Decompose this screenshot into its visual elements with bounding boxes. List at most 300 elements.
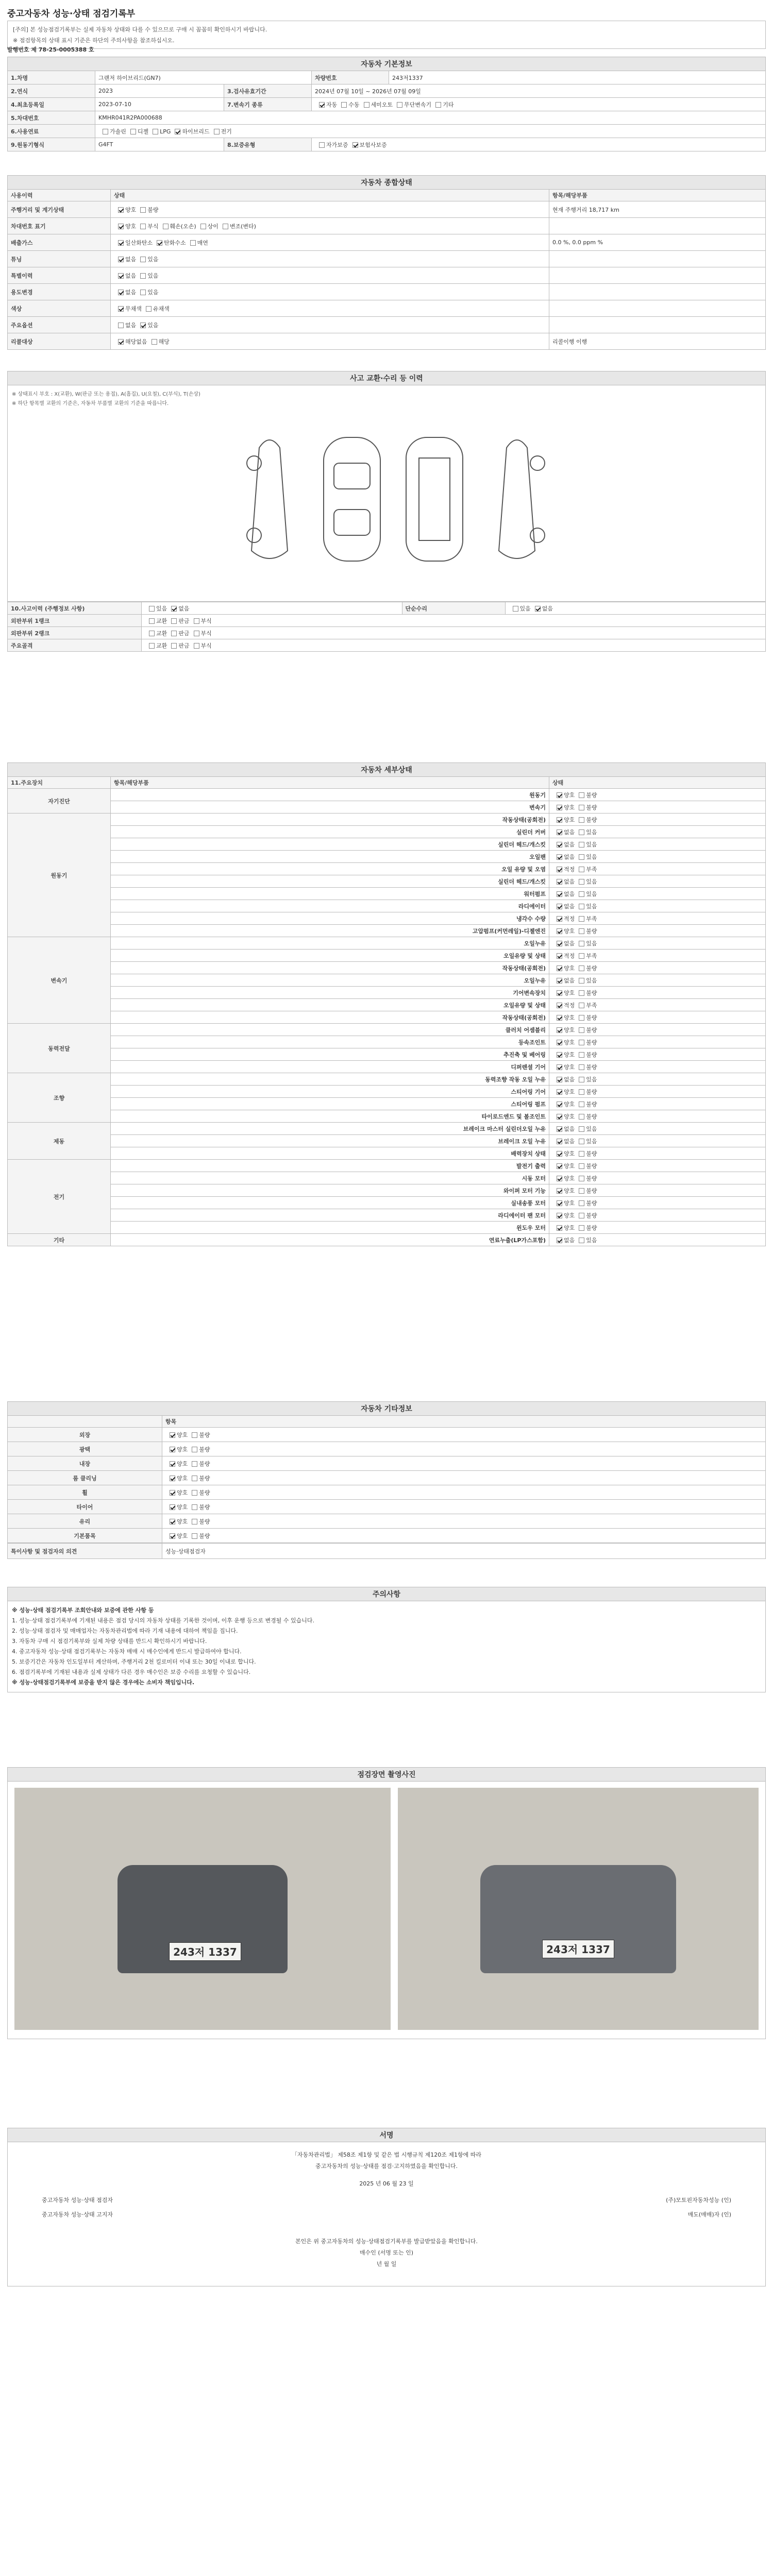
sign-line2: 중고자동차의 성능·상태를 점검·고지하였음을 확인합니다. [315,2163,458,2170]
checkbox-label: 판금 [178,617,190,624]
checkbox[interactable] [579,1003,584,1008]
checkbox[interactable] [579,990,584,996]
checkbox-label: 있음 [586,890,597,897]
checkbox[interactable] [130,129,136,134]
repair-options[interactable] [142,602,402,615]
checkbox[interactable] [152,339,157,345]
checkbox[interactable] [579,965,584,971]
checkbox-label: 있음 [586,841,597,848]
checkbox[interactable] [579,928,584,934]
checkbox-label: LPG [160,128,171,135]
checkbox[interactable] [397,102,402,108]
detail-item-state[interactable] [549,1011,766,1024]
checkbox[interactable] [579,1188,584,1194]
detail-item-state[interactable] [549,851,766,863]
checkbox[interactable] [170,1519,175,1524]
checkbox[interactable] [175,129,180,134]
checkbox[interactable] [557,854,562,860]
etc-row-options[interactable] [162,1529,766,1543]
etc-row [8,1428,766,1442]
checkbox[interactable] [579,941,584,946]
etc-row [8,1471,766,1485]
car-diagram [239,427,761,571]
caution-heading: 주의사항 [8,1587,766,1601]
checkbox-label: 없음 [125,272,137,279]
etc-row-options[interactable] [162,1456,766,1471]
detail-item-state[interactable] [549,987,766,999]
checkbox[interactable] [192,1504,197,1510]
checkbox[interactable] [557,1101,562,1107]
etc-heading: 자동차 기타정보 [8,1402,766,1416]
checkbox-label: 없음 [564,1125,575,1132]
checkbox[interactable] [557,1003,562,1008]
summary-row-extra: 0.0 %, 0.0 ppm % [549,234,766,251]
checkbox[interactable] [557,1163,562,1169]
detail-item-label: 실린더 커버 [111,826,549,838]
checkbox[interactable] [579,1213,584,1218]
checkbox[interactable] [557,805,562,810]
checkbox[interactable] [579,1126,584,1132]
etc-row-options[interactable] [162,1485,766,1500]
checkbox-label: 변조(변타) [229,223,256,230]
etc-section [7,1401,766,1559]
checkbox[interactable] [192,1519,197,1524]
detail-item-state[interactable] [549,1048,766,1061]
checkbox[interactable] [579,792,584,798]
checkbox[interactable] [194,643,199,649]
checkbox[interactable] [557,1015,562,1021]
checkbox-label: 양호 [564,791,575,799]
checkbox[interactable] [319,142,325,148]
checkbox[interactable] [579,854,584,860]
summary-row-options[interactable] [111,267,549,284]
summary-row-options[interactable] [111,317,549,333]
checkbox-label: 디젤 [137,128,149,135]
frame-options[interactable] [142,639,766,652]
checkbox[interactable] [579,1163,584,1169]
summary-row-label: 특별이력 [8,267,111,284]
detail-item-state[interactable] [549,814,766,826]
detail-item-state[interactable] [549,1110,766,1123]
period-value: 2024년 07월 10일 ~ 2026년 07월 09일 [312,84,766,98]
checkbox[interactable] [118,306,124,312]
summary-row-label: 리콜대상 [8,333,111,350]
detail-item-label: 냉각수 수량 [111,912,549,925]
caution-section [7,1587,766,1692]
simple-options[interactable] [505,602,766,615]
checkbox[interactable] [579,829,584,835]
checkbox[interactable] [557,1176,562,1181]
summary-row-extra: 리콜이행 이행 [549,333,766,350]
checkbox[interactable] [118,207,124,213]
photo-heading: 점검장면 촬영사진 [8,1768,766,1782]
detail-item-state[interactable] [549,1123,766,1135]
checkbox[interactable] [557,1213,562,1218]
detail-row [8,999,766,1011]
etc-row-options[interactable] [162,1428,766,1442]
checkbox[interactable] [579,1015,584,1021]
checkbox[interactable] [557,1188,562,1194]
checkbox[interactable] [170,1533,175,1539]
checkbox[interactable] [557,1114,562,1120]
detail-item-state[interactable] [549,888,766,900]
checkbox[interactable] [579,842,584,848]
vin-label: 5.차대번호 [8,111,95,125]
checkbox[interactable] [170,1490,175,1496]
checkbox[interactable] [557,990,562,996]
checkbox[interactable] [170,1461,175,1467]
checkbox[interactable] [557,965,562,971]
detail-item-state[interactable] [549,1209,766,1222]
checkbox[interactable] [140,273,146,279]
checkbox-label: 부족 [586,915,597,922]
checkbox[interactable] [157,240,162,246]
checkbox[interactable] [579,1089,584,1095]
checkbox-label: 부식 [147,223,159,230]
checkbox[interactable] [557,1089,562,1095]
page-title: 중고자동차 성능·상태 점검기록부 [7,9,136,19]
checkbox[interactable] [352,142,358,148]
checkbox[interactable] [192,1447,197,1452]
checkbox[interactable] [118,323,124,328]
checkbox[interactable] [118,290,124,295]
trans-options[interactable] [312,98,766,111]
checkbox[interactable] [557,891,562,897]
detail-item-state[interactable] [549,1147,766,1160]
detail-item-state[interactable] [549,974,766,987]
checkbox[interactable] [192,1490,197,1496]
checkbox[interactable] [140,290,146,295]
checkbox-label: 양호 [177,1532,188,1539]
summary-row-options[interactable] [111,284,549,300]
checkbox[interactable] [579,1064,584,1070]
etc-row-options[interactable] [162,1514,766,1529]
summary-row-options[interactable] [111,300,549,317]
recv-sub: 매수인 (서명 또는 인) [359,2249,414,2256]
checkbox-label: 훼손(오손) [170,223,196,230]
checkbox[interactable] [194,631,199,636]
checkbox[interactable] [557,829,562,835]
checkbox[interactable] [118,224,124,229]
checkbox[interactable] [579,1151,584,1157]
checkbox-label: 양호 [177,1431,188,1438]
detail-item-state[interactable] [549,1234,766,1246]
checkbox-label: 양호 [564,1212,575,1219]
detail-row [8,937,766,950]
checkbox[interactable] [118,273,124,279]
checkbox[interactable] [557,928,562,934]
summary-row-options[interactable] [111,234,549,251]
checkbox[interactable] [118,240,124,246]
checkbox[interactable] [579,1101,584,1107]
checkbox[interactable] [140,207,146,213]
checkbox-label: 부식 [200,642,212,649]
checkbox[interactable] [557,1077,562,1082]
special-label: 특이사항 및 점검자의 의견 [8,1544,162,1559]
checkbox[interactable] [557,953,562,959]
year-value: 2023 [95,84,224,98]
checkbox[interactable] [579,817,584,823]
detail-item-state[interactable] [549,1024,766,1036]
detail-item-label: 발전기 출력 [111,1160,549,1172]
checkbox-label: 없음 [564,977,575,984]
detail-item-state[interactable] [549,962,766,974]
checkbox[interactable] [435,102,441,108]
detail-item-label: 실린더 헤드/개스킷 [111,838,549,851]
checkbox[interactable] [557,1040,562,1045]
checkbox[interactable] [149,606,155,612]
checkbox[interactable] [118,339,124,345]
detail-item-state[interactable] [549,875,766,888]
detail-item-state[interactable] [549,801,766,814]
checkbox[interactable] [163,224,169,229]
checkbox[interactable] [153,129,158,134]
detail-item-state[interactable] [549,1160,766,1172]
checkbox[interactable] [579,1225,584,1231]
detail-item-state[interactable] [549,1036,766,1048]
checkbox[interactable] [557,1052,562,1058]
detail-row [8,826,766,838]
checkbox[interactable] [171,631,177,636]
checkbox[interactable] [214,129,220,134]
caution-line: 5. 보증기간은 자동차 인도일부터 계산하며, 주행거리 2천 킬로미터 이내 또는 30일 이내로 합니다. [12,1658,256,1665]
summary-row-options[interactable] [111,333,549,350]
summary-row [8,300,766,317]
detail-item-label: 연료누출(LP가스포함) [111,1234,549,1246]
checkbox[interactable] [146,306,152,312]
checkbox[interactable] [557,1200,562,1206]
checkbox[interactable] [192,1432,197,1438]
checkbox[interactable] [579,916,584,922]
accident-legend-2: ※ 하단 항목별 교환의 기준은, 자동차 부품별 교환의 기준을 따릅니다. [12,401,169,406]
checkbox[interactable] [118,257,124,262]
checkbox-label: 수동 [348,101,360,108]
etc-row-options[interactable] [162,1471,766,1485]
detail-row [8,789,766,801]
checkbox[interactable] [341,102,347,108]
detail-row [8,875,766,888]
checkbox[interactable] [513,606,518,612]
checkbox-label: 양호 [177,1460,188,1467]
checkbox[interactable] [579,1077,584,1082]
checkbox[interactable] [149,643,155,649]
checkbox[interactable] [579,1114,584,1120]
car-name-label: 1.차명 [8,71,95,84]
checkbox[interactable] [140,257,146,262]
detail-row [8,925,766,937]
checkbox[interactable] [170,1432,175,1438]
detail-item-state[interactable] [549,999,766,1011]
checkbox[interactable] [557,1064,562,1070]
checkbox[interactable] [170,1504,175,1510]
checkbox[interactable] [319,102,325,108]
checkbox-label: 매연 [197,239,208,246]
detail-item-state[interactable] [549,863,766,875]
detail-item-state[interactable] [549,789,766,801]
checkbox[interactable] [557,978,562,984]
detail-item-label: 고압펌프(커먼레일)-디젤엔진 [111,925,549,937]
checkbox[interactable] [557,904,562,909]
etc-row-label: 기본품목 [8,1529,162,1543]
checkbox[interactable] [194,618,199,624]
detail-item-state[interactable] [549,826,766,838]
checkbox[interactable] [557,916,562,922]
checkbox-label: 양호 [564,1063,575,1071]
checkbox[interactable] [579,953,584,959]
detail-item-state[interactable] [549,1135,766,1147]
checkbox[interactable] [579,1200,584,1206]
checkbox[interactable] [579,904,584,909]
checkbox[interactable] [579,1238,584,1243]
checkbox[interactable] [579,805,584,810]
checkbox[interactable] [557,941,562,946]
outer1-label: 외판부위 1랭크 [8,615,142,627]
checkbox[interactable] [557,842,562,848]
checkbox[interactable] [557,1126,562,1132]
checker-label: 중고자동차 성능·상태 점검자 [42,2197,113,2204]
outer2-options[interactable] [142,627,766,639]
etc-row-label: 광택 [8,1442,162,1456]
checkbox[interactable] [535,606,541,612]
checkbox-label: 양호 [177,1489,188,1496]
motor-value: G4FT [95,138,224,151]
checkbox[interactable] [579,1040,584,1045]
checkbox[interactable] [557,817,562,823]
checkbox[interactable] [557,867,562,872]
checkbox[interactable] [557,1225,562,1231]
checkbox-label: 불량 [586,1100,597,1108]
detail-item-label: 타이로드엔드 및 볼조인트 [111,1110,549,1123]
summary-row-options[interactable] [111,201,549,218]
checkbox[interactable] [170,1476,175,1481]
detail-item-state[interactable] [549,1073,766,1086]
accident-heading: 사고 교환·수리 등 이력 [8,371,766,385]
detail-item-state[interactable] [549,1086,766,1098]
checkbox[interactable] [149,618,155,624]
checkbox-label: 있음 [147,289,159,296]
checkbox-label: 불량 [586,1026,597,1033]
checkbox[interactable] [557,1139,562,1144]
checkbox[interactable] [557,1151,562,1157]
checkbox[interactable] [557,1238,562,1243]
checkbox-label: 불량 [199,1532,210,1539]
detail-item-state[interactable] [549,950,766,962]
checkbox[interactable] [171,606,177,612]
checkbox-label: 부식 [200,617,212,624]
checkbox[interactable] [140,224,146,229]
summary-row-options[interactable] [111,218,549,234]
caution-line: 4. 중고자동차 성능·상태 점검기록부는 자동차 매매 시 매수인에게 반드시 발급하여야 합니다. [12,1648,242,1655]
summary-heading: 자동차 종합상태 [8,176,766,190]
summary-row-label: 차대번호 표기 [8,218,111,234]
checkbox-label: 양호 [564,1100,575,1108]
summary-row-label: 튜닝 [8,251,111,267]
frame-label: 주요골격 [8,639,142,652]
checkbox[interactable] [149,631,155,636]
checkbox-label: 불량 [586,927,597,935]
checkbox[interactable] [103,129,108,134]
checkbox[interactable] [579,867,584,872]
checkbox[interactable] [579,978,584,984]
detail-item-state[interactable] [549,937,766,950]
detail-item-state[interactable] [549,912,766,925]
checkbox[interactable] [364,102,369,108]
detail-row [8,1011,766,1024]
detail-item-state[interactable] [549,925,766,937]
detail-item-label: 워터펌프 [111,888,549,900]
summary-row-extra [549,251,766,267]
checkbox[interactable] [579,1139,584,1144]
checkbox-label: 교환 [156,642,167,649]
checkbox[interactable] [579,1176,584,1181]
detail-group-label: 동력전달 [8,1024,111,1073]
detail-item-state[interactable] [549,900,766,912]
detail-item-state[interactable] [549,1222,766,1234]
summary-row-options[interactable] [111,251,549,267]
checkbox[interactable] [557,1027,562,1033]
regno-label: 차량번호 [312,71,389,84]
checkbox[interactable] [579,1027,584,1033]
checkbox-label: 없음 [564,1236,575,1244]
detail-group-label: 전기 [8,1160,111,1234]
checkbox[interactable] [579,879,584,885]
detail-item-state[interactable] [549,1184,766,1197]
checkbox[interactable] [192,1533,197,1539]
detail-item-label: 라디에이터 팬 모터 [111,1209,549,1222]
checkbox[interactable] [579,1052,584,1058]
detail-item-state[interactable] [549,1197,766,1209]
checkbox[interactable] [171,643,177,649]
checkbox[interactable] [200,224,206,229]
detail-item-state[interactable] [549,1098,766,1110]
outer1-options[interactable] [142,615,766,627]
checkbox-label: 없음 [564,940,575,947]
detail-row [8,1197,766,1209]
checkbox-label: 교환 [156,617,167,624]
checkbox-label: 양호 [564,1175,575,1182]
etc-row-options[interactable] [162,1500,766,1514]
detail-item-state[interactable] [549,1061,766,1073]
checkbox-label: 판금 [178,630,190,637]
checkbox[interactable] [579,891,584,897]
checkbox[interactable] [171,618,177,624]
notice-text: [주의] 본 성능점검기록부는 실제 자동차 상태와 다를 수 있으므로 구매 시 꼼꼼히 확인하시기 바랍니다. [13,26,267,33]
checkbox[interactable] [223,224,228,229]
detail-item-state[interactable] [549,838,766,851]
etc-row [8,1529,766,1543]
checkbox[interactable] [557,879,562,885]
checkbox[interactable] [140,323,146,328]
checkbox-label: 있음 [586,940,597,947]
fuel-options[interactable] [95,125,766,138]
warranty-options[interactable] [312,138,766,151]
checkbox-label: 교환 [156,630,167,637]
recv-date: 년 월 일 [376,2261,397,2267]
detail-item-label: 배력장치 상태 [111,1147,549,1160]
checkbox[interactable] [192,1476,197,1481]
detail-item-label: 변속기 [111,801,549,814]
detail-row [8,1036,766,1048]
etc-row-options[interactable] [162,1442,766,1456]
detail-row [8,900,766,912]
detail-item-state[interactable] [549,1172,766,1184]
checkbox[interactable] [192,1461,197,1467]
checkbox-label: 양호 [564,1150,575,1157]
checkbox[interactable] [557,792,562,798]
checkbox[interactable] [170,1447,175,1452]
summary-row-label: 주요옵션 [8,317,111,333]
checkbox[interactable] [190,240,196,246]
